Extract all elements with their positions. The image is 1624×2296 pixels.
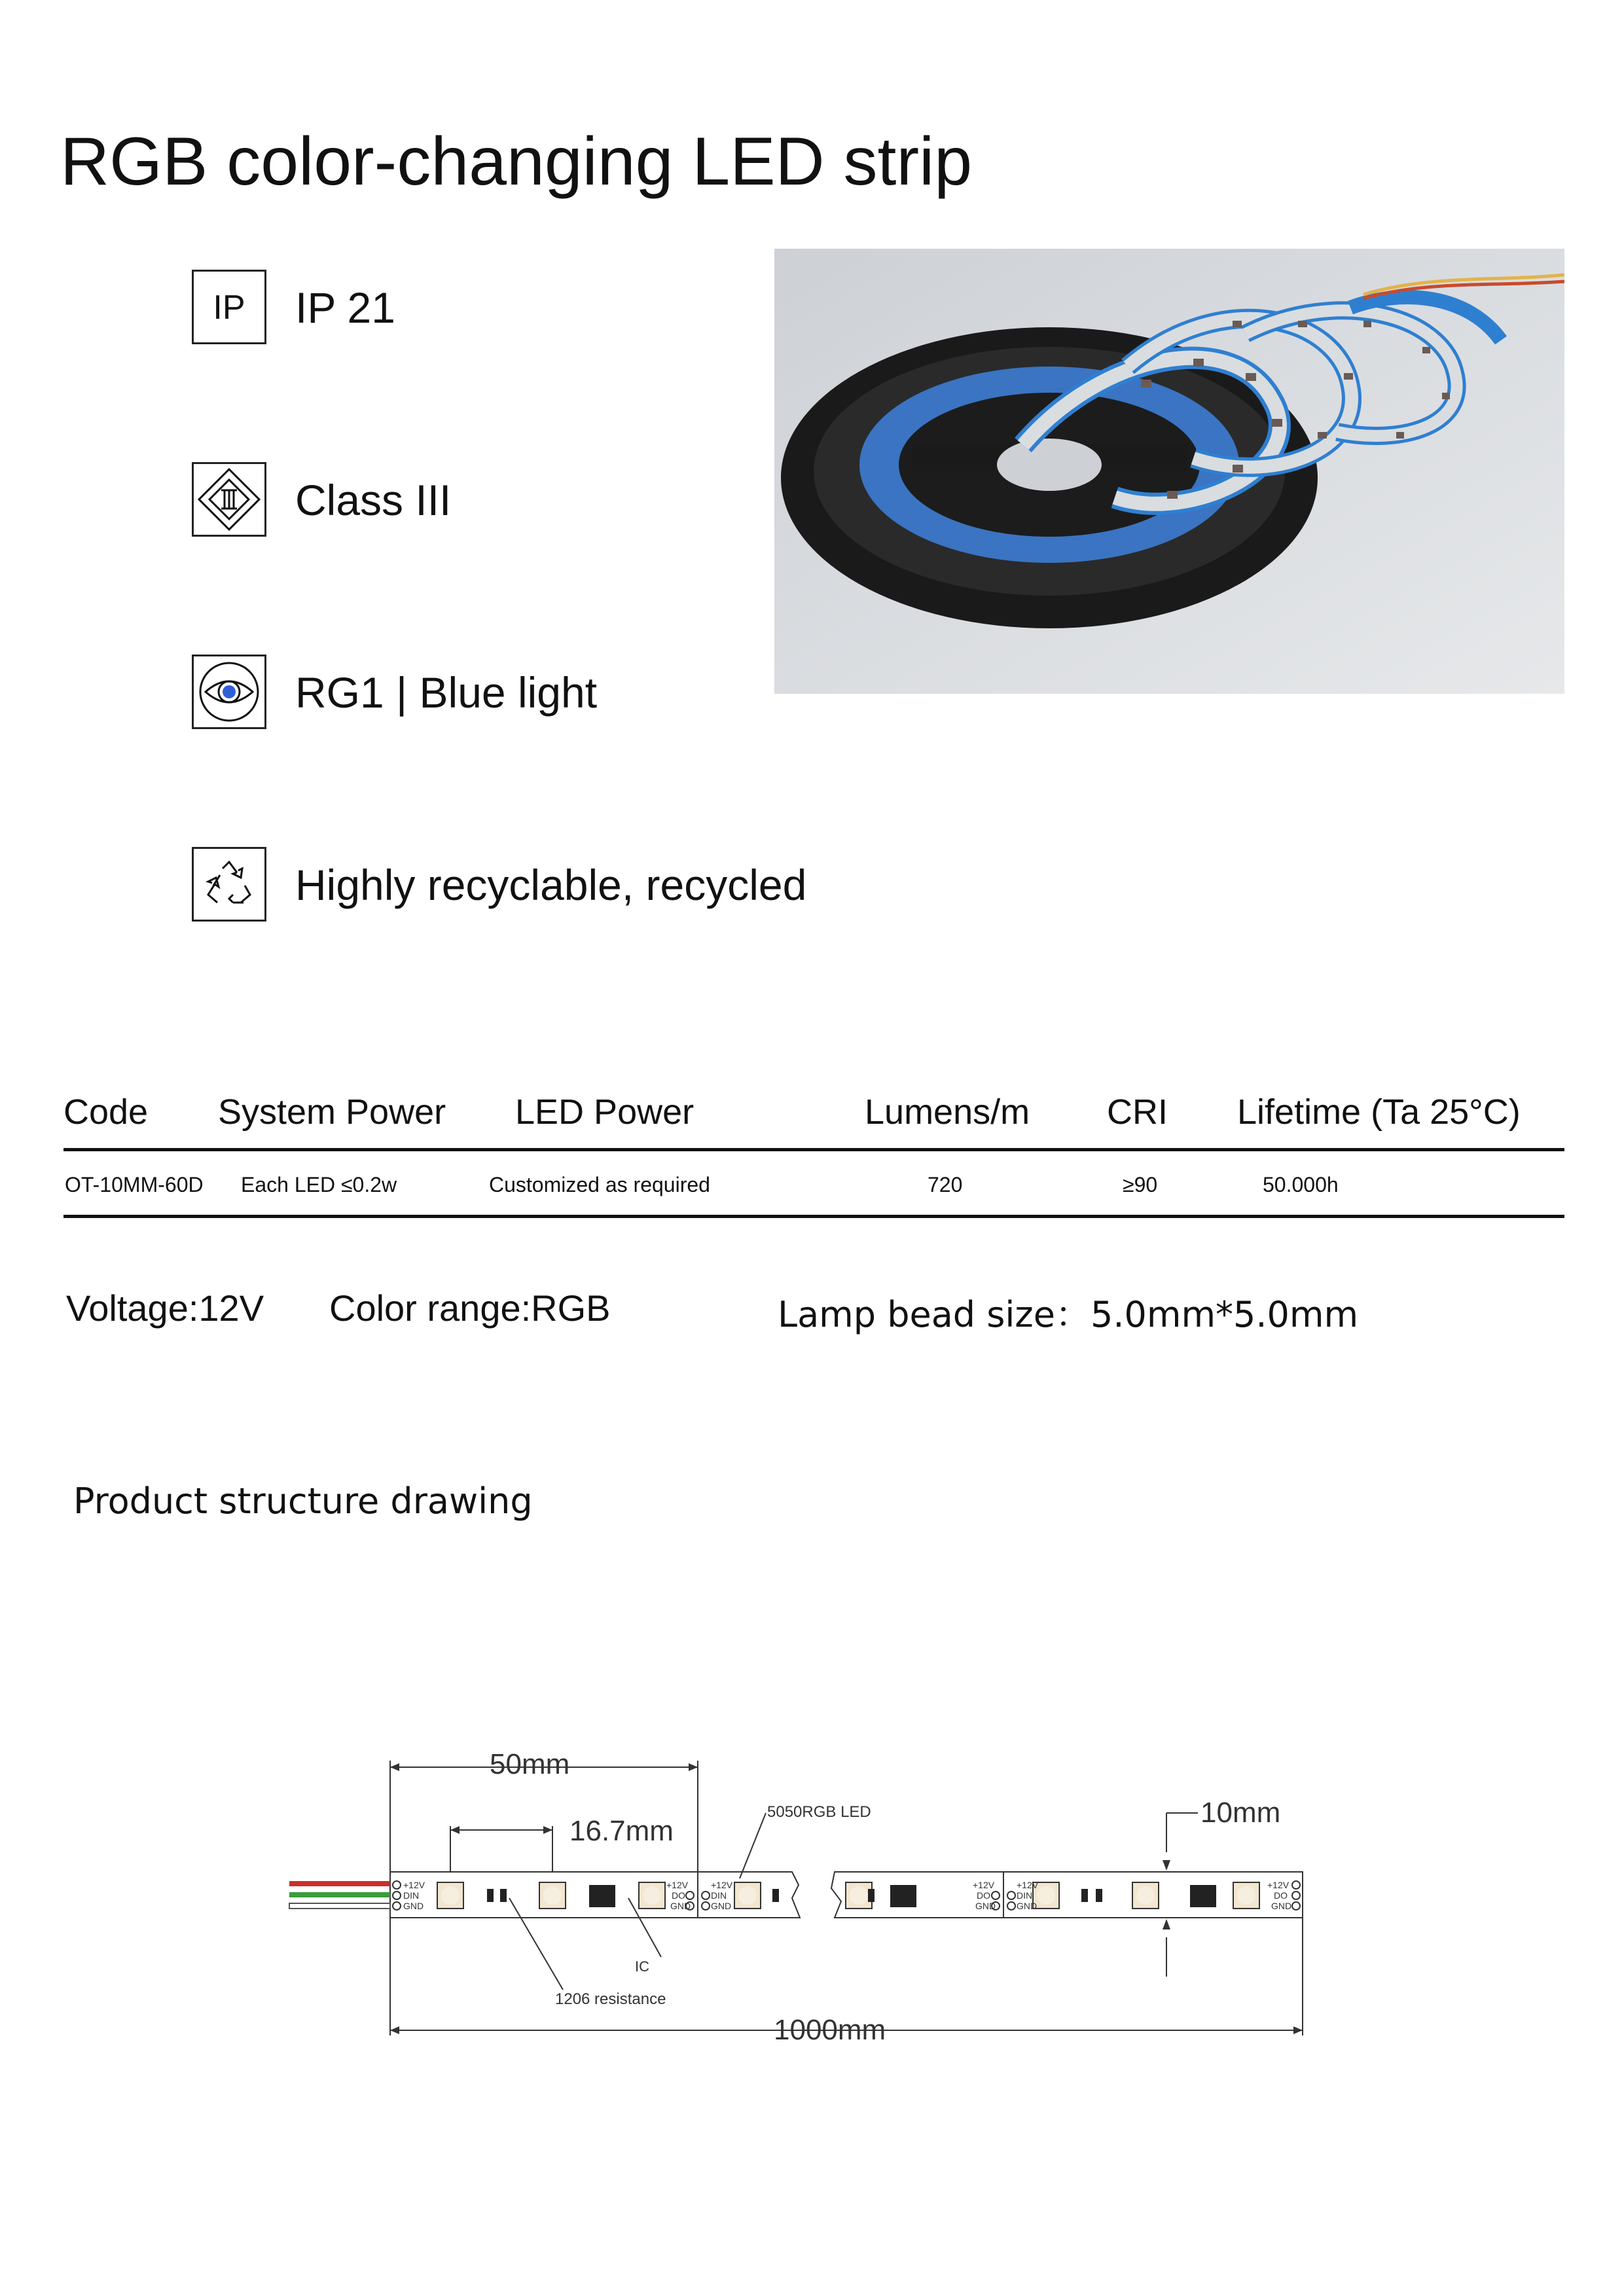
pad-label-12v: +12V — [403, 1880, 425, 1890]
feature-class-iii — [192, 462, 846, 539]
page-title: RGB color-changing LED strip — [60, 124, 973, 200]
spec-bead-size: Lamp bead size：5.0mm*5.0mm — [778, 1294, 1359, 1335]
product-photo — [774, 249, 1564, 694]
pad-label-12v: +12V — [1267, 1880, 1290, 1890]
pad-label-gnd: GND — [711, 1901, 732, 1911]
feature-label: RG1 | Blue light — [295, 668, 598, 717]
section-title: Product structure drawing — [73, 1480, 533, 1522]
pad-label-gnd: GND — [403, 1901, 424, 1911]
pad-label-din: DIN — [403, 1890, 420, 1901]
table-cell-lumens: 720 — [928, 1173, 963, 1196]
feature-label: Class III — [295, 476, 452, 524]
pad-label-do: DO — [977, 1890, 990, 1901]
ic-label: IC — [635, 1958, 649, 1975]
pad-label-gnd: GND — [975, 1901, 996, 1911]
class-iii-icon — [192, 462, 266, 537]
table-rule-bottom — [63, 1215, 1564, 1218]
feature-label: Highly recyclable, recycled — [295, 861, 807, 909]
dim-label-50mm: 50mm — [490, 1748, 570, 1780]
pad-label-din: DIN — [711, 1890, 727, 1901]
ip-icon-text: IP — [213, 289, 245, 327]
pad-label-din: DIN — [1017, 1890, 1033, 1901]
pad-label-12v: +12V — [666, 1880, 689, 1890]
table-rule-top — [63, 1148, 1564, 1151]
table-cell-cri: ≥90 — [1123, 1173, 1158, 1196]
dim-label-10mm: 10mm — [1200, 1797, 1281, 1829]
table-header-system-power: System Power — [218, 1092, 446, 1132]
pad-label-gnd: GND — [1271, 1901, 1292, 1911]
dim-label-16-7mm: 16.7mm — [569, 1815, 674, 1847]
pad-label-12v: +12V — [711, 1880, 733, 1890]
feature-blue-light — [192, 655, 846, 732]
feature-ip-rating — [192, 270, 846, 347]
led-label: 5050RGB LED — [767, 1803, 871, 1821]
table-cell-system-power: Each LED ≤0.2w — [241, 1173, 397, 1196]
table-header-cri: CRI — [1107, 1092, 1168, 1132]
ip-rating-icon — [192, 270, 266, 344]
spec-voltage: Voltage:12V — [66, 1287, 264, 1329]
pad-label-gnd: GND — [1017, 1901, 1038, 1911]
recycle-icon — [192, 847, 266, 922]
table-header-led-power: LED Power — [515, 1092, 695, 1132]
pad-label-12v: +12V — [973, 1880, 995, 1890]
spec-color-range: Color range:RGB — [329, 1287, 611, 1329]
pad-label-do: DO — [672, 1890, 685, 1901]
table-cell-code: OT-10MM-60D — [65, 1173, 204, 1196]
feature-recyclable — [192, 847, 846, 924]
pad-label-do: DO — [1274, 1890, 1288, 1901]
table-header-lifetime: Lifetime (Ta 25°C) — [1237, 1092, 1521, 1132]
table-header-lumens: Lumens/m — [865, 1092, 1030, 1132]
pad-label-12v: +12V — [1017, 1880, 1039, 1890]
table-header-code: Code — [63, 1092, 149, 1132]
table-cell-lifetime: 50.000h — [1263, 1173, 1339, 1196]
resistor-label: 1206 resistance — [555, 1990, 666, 2008]
dim-label-1000mm: 1000mm — [774, 2014, 886, 2046]
feature-label: IP 21 — [295, 283, 395, 332]
structure-drawing — [281, 1721, 1316, 2068]
pad-label-gnd: GND — [670, 1901, 691, 1911]
eye-icon — [192, 655, 266, 729]
table-cell-led-power: Customized as required — [489, 1173, 710, 1196]
